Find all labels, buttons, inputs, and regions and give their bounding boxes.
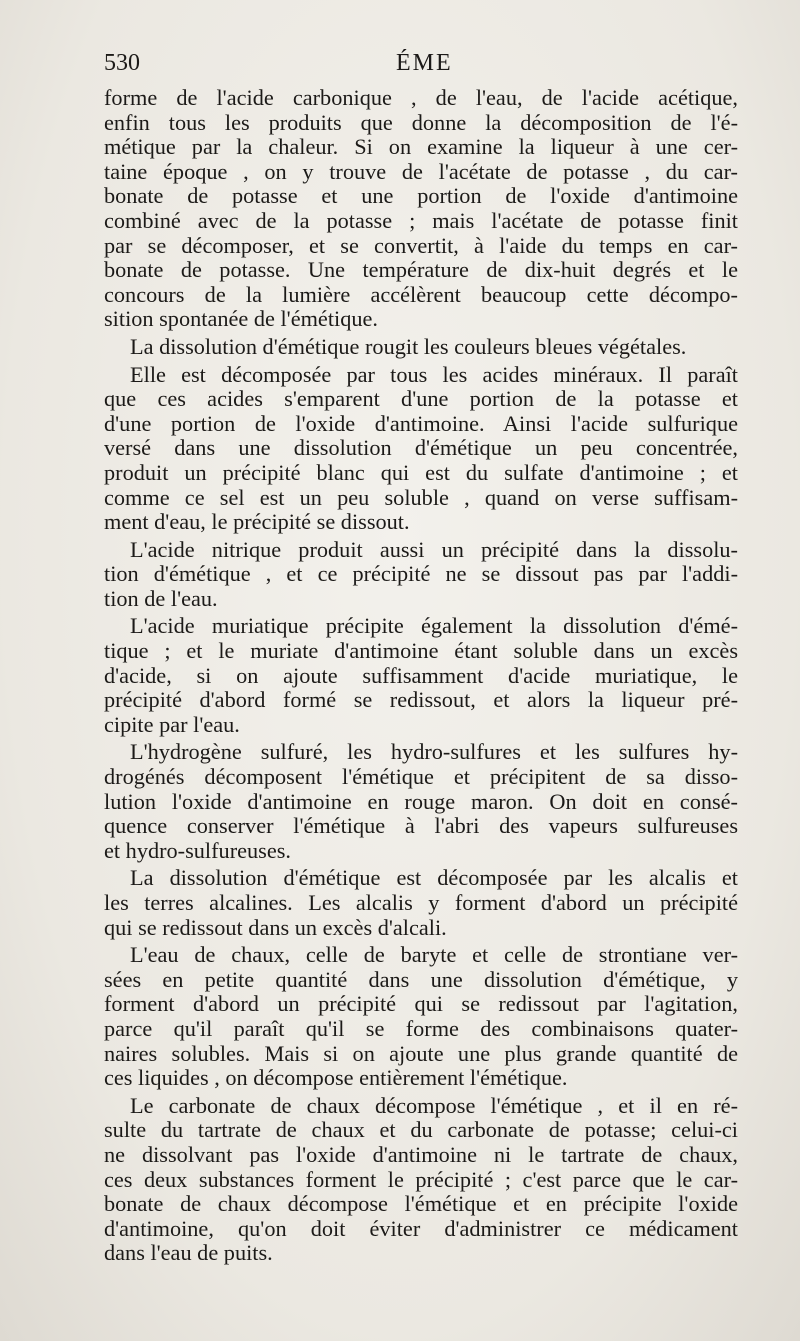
text-line: parce qu'il paraît qu'il se forme des combinaisons quater- xyxy=(104,1015,738,1041)
text-line: cipite par l'eau. xyxy=(104,711,240,737)
text-line: produit un précipité blanc qui est du sulfate d'antimoine ; et xyxy=(104,459,738,485)
text-line: taine époque , on y trouve de l'acétate de potasse , du car- xyxy=(104,158,738,184)
paragraph xyxy=(104,363,738,535)
text-line: L'acide nitrique produit aussi un précipité dans la dissolu- xyxy=(130,536,738,562)
text-line: ces liquides , on décompose entièrement l'émétique. xyxy=(104,1065,568,1091)
text-line: comme ce sel est un peu soluble , quand on verse suffisam- xyxy=(104,484,738,510)
text-line: sulte du tartrate de chaux et du carbonate de potasse; celui-ci xyxy=(104,1117,738,1143)
text-line: ment d'eau, le précipité se dissout. xyxy=(104,509,410,535)
paragraph xyxy=(104,1094,738,1266)
text-line: d'acide, si on ajoute suffisamment d'acide muriatique, le xyxy=(104,662,738,688)
text-line: forme de l'acide carbonique , de l'eau, de l'acide acétique, xyxy=(104,85,738,110)
body-text xyxy=(104,86,738,1269)
text-line: concours de la lumière accélèrent beaucoup cette décompo- xyxy=(104,281,738,307)
text-line: versé dans une dissolution d'émétique un peu concentrée, xyxy=(104,435,738,461)
text-line: enfin tous les produits que donne la décomposition de l'é- xyxy=(104,109,738,135)
text-line: L'hydrogène sulfuré, les hydro-sulfures et les sulfures hy- xyxy=(130,739,738,765)
text-line: combiné avec de la potasse ; mais l'acétate de potasse finit xyxy=(104,207,738,233)
text-line: par se décomposer, et se convertit, à l'aide du temps en car- xyxy=(104,232,738,258)
text-line: d'une portion de l'oxide d'antimoine. Ainsi l'acide sulfurique xyxy=(104,410,738,436)
text-line: lution l'oxide d'antimoine en rouge maron. On doit en consé- xyxy=(104,788,738,814)
page-number: 530 xyxy=(104,50,140,76)
text-line: précipité d'abord formé se redissout, et alors la liqueur pré- xyxy=(104,687,738,713)
paragraph xyxy=(104,866,738,940)
text-line: quence conserver l'émétique à l'abri des vapeurs sulfureuses xyxy=(104,813,738,839)
text-line: forment d'abord un précipité qui se redissout par l'agitation, xyxy=(104,991,738,1017)
paragraph xyxy=(104,335,738,360)
text-line: tique ; et le muriate d'antimoine étant soluble dans un excès xyxy=(104,638,738,664)
text-line: Le carbonate de chaux décompose l'émétique , et il en ré- xyxy=(130,1092,738,1118)
text-line: La dissolution d'émétique rougit les couleurs bleues végétales. xyxy=(130,333,687,359)
text-line: Elle est décomposée par tous les acides minéraux. Il paraît xyxy=(130,361,738,387)
paragraph xyxy=(104,614,738,737)
text-line: drogénés décomposent l'émétique et précipitent de sa disso- xyxy=(104,764,738,790)
text-line: tion d'émétique , et ce précipité ne se dissout pas par l'addi- xyxy=(104,561,738,587)
text-line: L'eau de chaux, celle de baryte et celle de strontiane ver- xyxy=(130,942,738,968)
paragraph xyxy=(104,943,738,1091)
text-line: bonate de potasse. Une température de dix-huit degrés et le xyxy=(104,257,738,283)
text-line: et hydro-sulfureuses. xyxy=(104,837,291,863)
text-line: qui se redissout dans un excès d'alcali. xyxy=(104,914,447,940)
text-line: dans l'eau de puits. xyxy=(104,1240,273,1266)
paragraph xyxy=(104,538,738,612)
text-line: sition spontanée de l'émétique. xyxy=(104,306,378,332)
text-line: bonate de chaux décompose l'émétique et en précipite l'oxide xyxy=(104,1191,738,1217)
text-line: ne dissolvant pas l'oxide d'antimoine ni le tartrate de chaux, xyxy=(104,1141,738,1167)
page-header xyxy=(104,50,724,84)
text-line: métique par la chaleur. Si on examine la liqueur à une cer- xyxy=(104,134,738,160)
text-line: d'antimoine, qu'on doit éviter d'administrer ce médicament xyxy=(104,1215,738,1241)
text-line: que ces acides s'emparent d'une portion de la potasse et xyxy=(104,386,738,412)
running-head: ÉME xyxy=(396,50,453,76)
text-line: ces deux substances forment le précipité ; c'est parce que le car- xyxy=(104,1166,738,1192)
paragraph xyxy=(104,86,738,332)
text-line: La dissolution d'émétique est décomposée par les alcalis et xyxy=(130,865,738,891)
text-line: sées en petite quantité dans une dissolution d'émétique, y xyxy=(104,966,738,992)
text-line: bonate de potasse et une portion de l'oxide d'antimoine xyxy=(104,183,738,209)
text-line: naires solubles. Mais si on ajoute une plus grande quantité de xyxy=(104,1040,738,1066)
text-line: tion de l'eau. xyxy=(104,585,218,611)
text-line: L'acide muriatique précipite également la dissolution d'émé- xyxy=(130,613,738,639)
paragraph xyxy=(104,740,738,863)
text-line: les terres alcalines. Les alcalis y forment d'abord un précipité xyxy=(104,890,738,915)
